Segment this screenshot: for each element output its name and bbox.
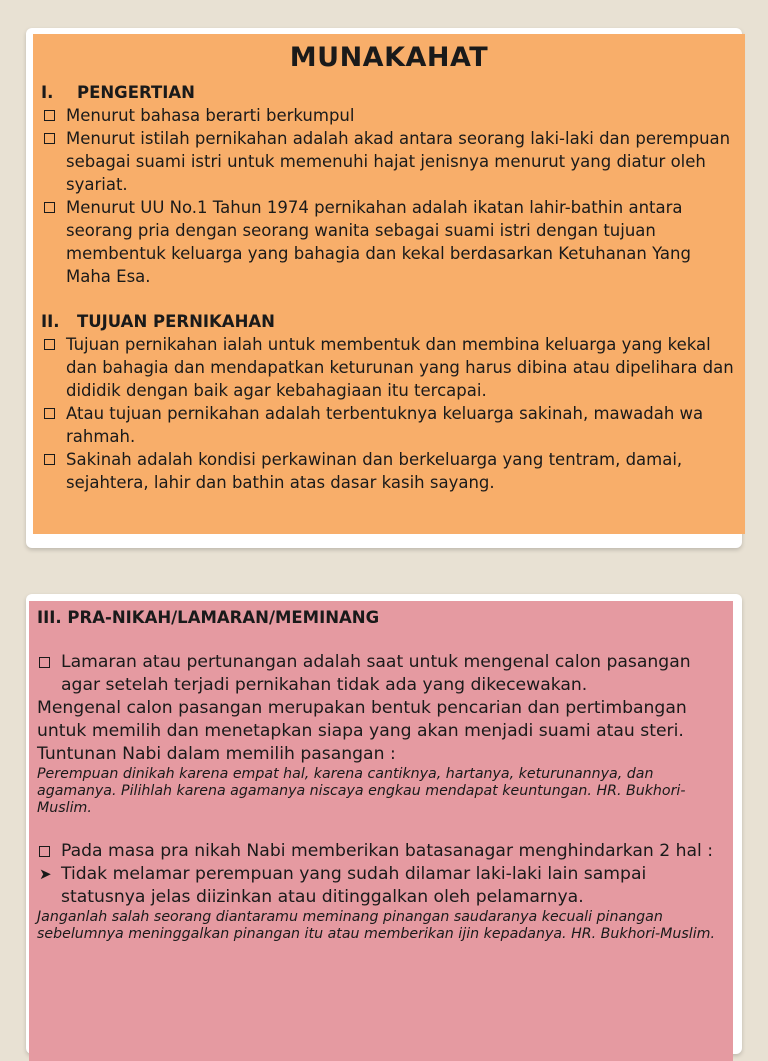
- checkbox-bullet-icon: [44, 454, 55, 465]
- slide-pra-nikah: [26, 594, 742, 1054]
- checkbox-bullet-icon: [39, 657, 50, 668]
- section-heading-pra-nikah: III. PRA-NIKAH/LAMARAN/MEMINANG: [37, 608, 380, 627]
- list-item: Pada masa pra nikah Nabi memberikan batasanagar menghindarkan 2 hal :: [37, 840, 731, 863]
- paragraph: Mengenal calon pasangan merupakan bentuk pencarian dan pertimbangan untuk memilih dan menetapkan siapa yang akan menjadi suami atau steri.: [37, 698, 687, 741]
- slide2-body: [37, 607, 731, 943]
- batasan-list: [37, 840, 731, 909]
- pink-panel: [29, 601, 733, 1061]
- list-item: Tujuan pernikahan ialah untuk membentuk dan membina keluarga yang kekal dan bahagia dan mendapatkan keturunan yang harus dibina atau dipelihara dan dididik dengan baik agar kebahagiaan itu tercapai.: [41, 333, 741, 402]
- section-heading-tujuan: II. TUJUAN PERNIKAHAN: [41, 312, 275, 331]
- paragraph: Tuntunan Nabi dalam memilih pasangan :: [37, 744, 396, 764]
- checkbox-bullet-icon: [44, 202, 55, 213]
- list-item: Lamaran atau pertunangan adalah saat untuk mengenal calon pasangan agar setelah terjadi pernikahan tidak ada yang dikecewakan.: [37, 651, 731, 697]
- list-item: Menurut bahasa berarti berkumpul: [41, 104, 741, 127]
- pengertian-list: [41, 104, 741, 288]
- spacer: [37, 817, 731, 840]
- list-item: Atau tujuan pernikahan adalah terbentuknya keluarga sakinah, mawadah wa rahmah.: [41, 402, 741, 448]
- slide-title: MUNAKAHAT: [289, 42, 489, 73]
- spacer: [41, 288, 741, 311]
- list-item: Menurut UU No.1 Tahun 1974 pernikahan adalah ikatan lahir-bathin antara seorang pria dengan seorang wanita sebagai suami istri dengan tujuan membentuk keluarga yang bahagia dan kekal berdasarkan Ketuhanan Yang Maha Esa.: [41, 196, 741, 288]
- list-item: Menurut istilah pernikahan adalah akad antara seorang laki-laki dan perempuan sebagai suami istri untuk memenuhi hajat jenisnya menurut yang diatur oleh syariat.: [41, 127, 741, 196]
- arrow-bullet-icon: ➤: [39, 865, 52, 883]
- list-item: ➤ Tidak melamar perempuan yang sudah dilamar laki-laki lain sampai statusnya jelas diizinkan atau ditinggalkan oleh pelamarnya.: [39, 864, 647, 907]
- checkbox-bullet-icon: [44, 133, 55, 144]
- pra-nikah-list: [37, 651, 731, 697]
- slide-munakahat: [26, 28, 742, 548]
- checkbox-bullet-icon: [44, 339, 55, 350]
- checkbox-bullet-icon: [44, 408, 55, 419]
- slide1-body: [41, 82, 741, 494]
- checkbox-bullet-icon: [44, 110, 55, 121]
- checkbox-bullet-icon: [39, 846, 50, 857]
- list-item: Sakinah adalah kondisi perkawinan dan berkeluarga yang tentram, damai, sejahtera, lahir dan bathin atas dasar kasih sayang.: [41, 448, 741, 494]
- hadith-quote: Janganlah salah seorang diantaramu meminang pinangan saudaranya kecuali pinangan sebelumnya meninggalkan pinangan itu atau memberikan ijin kepadanya. HR. Bukhori-Muslim.: [37, 909, 715, 942]
- hadith-quote: Perempuan dinikah karena empat hal, karena cantiknya, hartanya, keturunannya, dan agamanya. Pilihlah karena agamanya niscaya engkau mendapat keuntungan. HR. Bukhori-Muslim.: [37, 766, 686, 816]
- orange-panel: [33, 34, 745, 534]
- spacer: [37, 629, 731, 651]
- section-heading-pengertian: I. PENGERTIAN: [41, 83, 195, 102]
- tujuan-list: [41, 333, 741, 494]
